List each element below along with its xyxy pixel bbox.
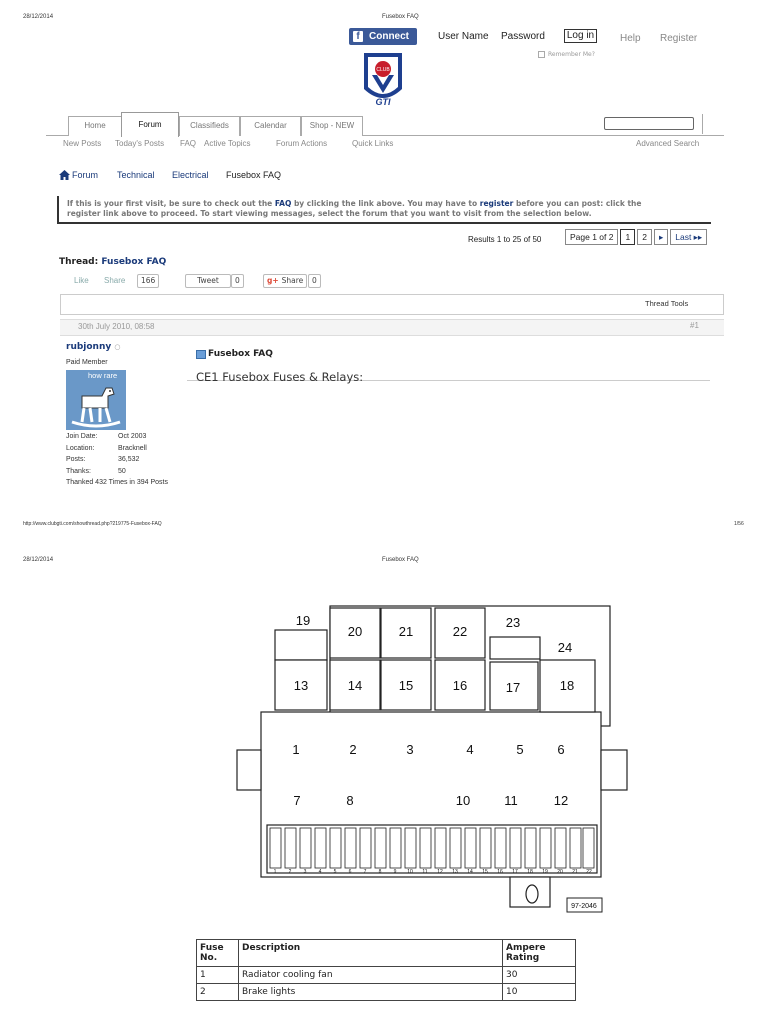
relay-label-8: 8 — [346, 793, 354, 808]
stat-thanks-label: Thanks: — [66, 468, 91, 475]
col-ampere-rating: Ampere Rating — [503, 940, 576, 967]
cell-description: Radiator cooling fan — [239, 967, 503, 984]
search-input[interactable] — [604, 117, 694, 130]
gplus-count: 0 — [308, 274, 321, 288]
relay-label-4: 4 — [466, 742, 474, 757]
col-fuse-no: Fuse No. — [197, 940, 239, 967]
notice-line-1 — [67, 199, 711, 209]
facebook-icon: f — [353, 31, 363, 42]
help-link[interactable]: Help — [620, 33, 641, 44]
gplus-share-button[interactable] — [263, 274, 307, 288]
print-title: Fusebox FAQ — [382, 14, 419, 20]
subnav-quick-links[interactable]: Quick Links — [352, 139, 394, 148]
fuse-number-9: 9 — [393, 869, 397, 875]
notice-text-2: by clicking the link above. You may have to — [291, 199, 480, 208]
post-body-text: CE1 Fusebox Fuses & Relays: — [196, 370, 364, 384]
breadcrumb-technical[interactable]: Technical — [117, 170, 155, 180]
remember-checkbox[interactable] — [538, 51, 545, 58]
page-2-button[interactable]: 2 — [637, 229, 652, 245]
post-author — [66, 342, 121, 352]
fuse-number-21: 21 — [572, 869, 578, 875]
relay-label-3: 3 — [406, 742, 414, 757]
relay-label-10: 10 — [455, 793, 471, 808]
results-count: Results 1 to 25 of 50 — [468, 235, 542, 244]
print-date-2: 28/12/2014 — [23, 557, 54, 563]
fusebox-diagram — [195, 572, 711, 932]
tweet-count: 0 — [231, 274, 244, 288]
subnav-forum-actions[interactable]: Forum Actions — [276, 139, 328, 148]
post-header-bar — [60, 319, 724, 336]
connect-label: Connect — [369, 31, 409, 42]
logo-text-top: CLUB — [376, 67, 390, 73]
relay-label-12: 12 — [553, 793, 569, 808]
stat-join-label: Join Date: — [66, 433, 98, 440]
relay-label-18: 18 — [559, 678, 575, 693]
stat-posts-value: 36,532 — [118, 456, 140, 463]
notice-register-link[interactable]: register — [479, 199, 514, 208]
password-label[interactable]: Password — [501, 31, 545, 42]
thread-title — [59, 257, 166, 267]
breadcrumb-electrical[interactable]: Electrical — [172, 170, 209, 180]
relay-label-24: 24 — [557, 640, 573, 655]
tweet-button[interactable]: Tweet — [185, 274, 231, 288]
remember-me[interactable] — [538, 51, 595, 58]
tab-classifieds[interactable]: Classifieds — [179, 116, 240, 136]
fuse-number-20: 20 — [557, 869, 563, 875]
diagram-code: 97-2046 — [571, 903, 597, 910]
relay-label-2: 2 — [349, 742, 357, 757]
share-count: 166 — [137, 274, 159, 288]
notice-text-3: before you can post: click the — [513, 199, 642, 208]
relay-label-23: 23 — [505, 615, 521, 630]
tab-calendar[interactable]: Calendar — [240, 116, 301, 136]
logo-text-bottom: GTI — [375, 97, 391, 107]
footer-page-number: 1/56 — [734, 521, 744, 527]
avatar[interactable] — [66, 370, 126, 430]
thread-tools-button[interactable]: Thread Tools — [645, 299, 689, 308]
notice-text-1: If this is your first visit, be sure to check out the — [67, 199, 275, 208]
relay-label-20: 20 — [347, 624, 363, 639]
clubgti-logo[interactable] — [362, 49, 404, 107]
subnav-faq[interactable]: FAQ — [180, 139, 197, 148]
fuse-number-10: 10 — [407, 869, 413, 875]
pagination — [565, 229, 707, 246]
stat-posts-label: Posts: — [66, 456, 86, 463]
post-number-link[interactable]: #1 — [690, 321, 699, 330]
relay-label-5: 5 — [516, 742, 524, 757]
table-row — [197, 967, 576, 984]
page-of-label[interactable]: Page 1 of 2 — [565, 229, 618, 245]
stat-thanks-value: 50 — [118, 468, 126, 475]
fuse-table — [196, 939, 576, 1001]
gplus-share-label: Share — [281, 276, 304, 285]
like-button[interactable]: Like — [74, 276, 89, 285]
advanced-search-link[interactable]: Advanced Search — [636, 139, 700, 148]
facebook-connect-button[interactable] — [349, 28, 417, 45]
subnav-new-posts[interactable]: New Posts — [63, 139, 102, 148]
fuse-number-19: 19 — [542, 869, 548, 875]
fuse-number-7: 7 — [363, 869, 367, 875]
table-header-row — [197, 940, 576, 967]
tab-forum[interactable]: Forum — [121, 112, 179, 137]
navbar-divider — [702, 114, 703, 134]
fuse-number-5: 5 — [333, 869, 337, 875]
relay-label-15: 15 — [398, 678, 414, 693]
fuse-number-18: 18 — [527, 869, 533, 875]
fuse-number-6: 6 — [348, 869, 352, 875]
relay-label-7: 7 — [293, 793, 301, 808]
footer-url: http://www.clubgti.com/showthread.php?219775-Fusebox-FAQ — [23, 521, 162, 527]
document-icon — [196, 350, 206, 359]
user-rank: Paid Member — [66, 359, 108, 366]
fuse-number-15: 15 — [482, 869, 488, 875]
fuse-number-22: 22 — [586, 869, 592, 875]
cell-description: Brake lights — [239, 984, 503, 1001]
post-date: 30th July 2010, 08:58 — [78, 322, 155, 331]
next-page-icon[interactable]: ▸ — [654, 229, 668, 245]
breadcrumb-current: Fusebox FAQ — [226, 170, 282, 180]
relay-label-14: 14 — [347, 678, 363, 693]
stat-thanked: Thanked 432 Times in 394 Posts — [66, 479, 168, 486]
fuse-number-3: 3 — [303, 869, 307, 875]
thread-prefix: Thread: — [59, 257, 99, 267]
stat-join-value: Oct 2003 — [118, 433, 147, 440]
print-title-2: Fusebox FAQ — [382, 557, 419, 563]
relay-label-13: 13 — [293, 678, 309, 693]
cell-fuse-no: 2 — [197, 984, 239, 1001]
rocking-horse-icon — [68, 380, 124, 428]
relay-label-19: 19 — [295, 613, 311, 628]
first-visit-notice — [57, 196, 711, 224]
relay-label-16: 16 — [452, 678, 468, 693]
register-link[interactable]: Register — [660, 33, 698, 44]
fuse-number-2: 2 — [288, 869, 292, 875]
fuse-number-4: 4 — [318, 869, 322, 875]
thread-title-link[interactable]: Fusebox FAQ — [101, 257, 167, 267]
subnav-todays-posts[interactable]: Today's Posts — [115, 139, 165, 148]
thread-tools-bar — [60, 294, 724, 315]
print-date: 28/12/2014 — [23, 14, 54, 20]
fuse-number-13: 13 — [452, 869, 458, 875]
relay-label-17: 17 — [505, 680, 521, 695]
relay-label-22: 22 — [452, 624, 468, 639]
col-description: Description — [239, 940, 503, 967]
avatar-caption: how rare — [88, 371, 118, 380]
relay-label-6: 6 — [557, 742, 565, 757]
page-1-button[interactable]: 1 — [620, 229, 635, 245]
fuse-number-17: 17 — [512, 869, 518, 875]
notice-faq-link[interactable]: FAQ — [274, 199, 292, 208]
cell-ampere: 10 — [503, 984, 576, 1001]
tab-home[interactable]: Home — [68, 116, 122, 136]
offline-status-icon: ○ — [114, 343, 121, 351]
remember-label: Remember Me? — [548, 51, 595, 58]
breadcrumb-forum[interactable]: Forum — [72, 170, 99, 180]
google-plus-icon: g+ — [267, 276, 279, 285]
subnav-active-topics[interactable]: Active Topics — [204, 139, 251, 148]
relay-label-11: 11 — [504, 793, 518, 808]
cell-fuse-no: 1 — [197, 967, 239, 984]
stat-location-value: Bracknell — [118, 445, 147, 452]
tab-shop[interactable]: Shop - NEW — [301, 116, 363, 136]
fuse-number-11: 11 — [422, 869, 428, 875]
notice-line-2: register link above to proceed. To start viewing messages, select the forum that you want to visit from the selection below. — [67, 209, 592, 218]
fuse-number-16: 16 — [497, 869, 503, 875]
cell-ampere: 30 — [503, 967, 576, 984]
last-page-button[interactable]: Last ▸▸ — [670, 229, 707, 245]
fuse-number-8: 8 — [378, 869, 382, 875]
stat-location-label: Location: — [66, 445, 95, 452]
relay-label-21: 21 — [398, 624, 414, 639]
post-title-text: Fusebox FAQ — [208, 349, 273, 359]
table-row — [197, 984, 576, 1001]
username-label[interactable]: User Name — [438, 31, 489, 42]
post-title — [196, 349, 273, 359]
login-button[interactable]: Log in — [564, 29, 597, 43]
fuse-number-1: 1 — [273, 869, 277, 875]
relay-label-1: 1 — [292, 742, 300, 757]
share-button[interactable]: Share — [104, 276, 126, 285]
fuse-number-12: 12 — [437, 869, 443, 875]
fuse-number-14: 14 — [467, 869, 473, 875]
home-icon[interactable] — [59, 170, 70, 180]
username-link[interactable]: rubjonny — [66, 342, 112, 352]
